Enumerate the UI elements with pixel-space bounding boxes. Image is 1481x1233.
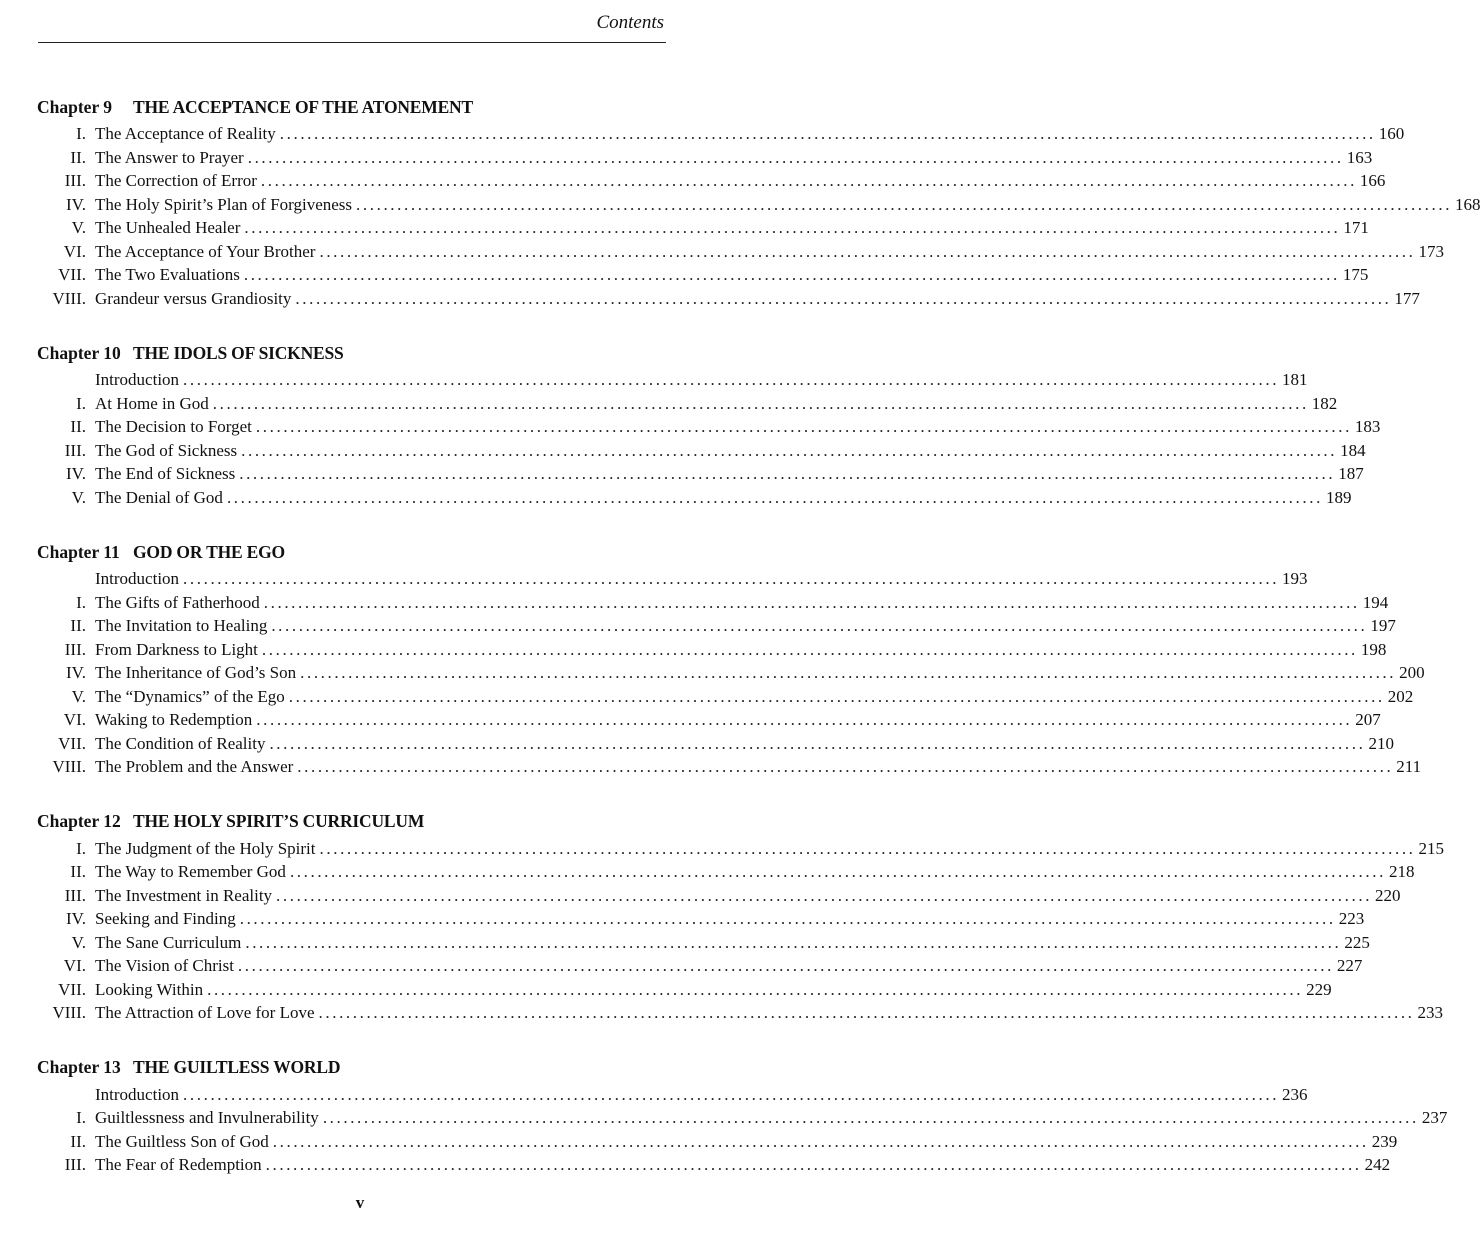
section-numeral: IV. bbox=[66, 194, 86, 214]
entry-body bbox=[95, 638, 1387, 662]
page-number: 211 bbox=[1396, 757, 1422, 776]
section-numeral: VII. bbox=[58, 733, 86, 753]
entry-body bbox=[95, 884, 1401, 908]
toc-entry[interactable] bbox=[0, 732, 1394, 756]
page-number: 237 bbox=[1421, 1108, 1448, 1127]
section-title: The End of Sickness bbox=[95, 464, 236, 483]
toc-entry[interactable] bbox=[0, 287, 1420, 311]
section-numeral: VIII. bbox=[52, 757, 86, 776]
section-title: The Guiltless Son of God bbox=[95, 1131, 269, 1151]
section-title: The Decision to Forget bbox=[95, 417, 252, 436]
page-number: 183 bbox=[1354, 417, 1381, 436]
toc-entry[interactable] bbox=[0, 755, 1422, 779]
dot-leader: ................................................................................................................................................................ bbox=[260, 171, 1357, 190]
entry-body bbox=[95, 146, 1373, 170]
section-numeral: VI. bbox=[63, 710, 86, 729]
section-numeral: II. bbox=[70, 862, 86, 881]
dot-leader: ................................................................................................................................................................ bbox=[212, 393, 1309, 413]
dot-leader: ................................................................................................................................................................ bbox=[239, 464, 1336, 483]
section-numeral: VI. bbox=[63, 956, 86, 975]
dot-leader: ................................................................................................................................................................ bbox=[207, 979, 1304, 999]
section-title: The God of Sickness bbox=[95, 440, 238, 460]
page-number: 160 bbox=[1378, 124, 1405, 143]
dot-leader: ................................................................................................................................................................ bbox=[295, 288, 1392, 308]
page-number: 225 bbox=[1344, 932, 1370, 952]
entry-body bbox=[95, 860, 1415, 884]
section-numeral: II. bbox=[70, 616, 86, 635]
section-title: The Condition of Reality bbox=[95, 733, 266, 753]
chapter-heading bbox=[0, 338, 720, 368]
section-title: The Judgment of the Holy Spirit bbox=[95, 838, 316, 858]
page-number: 197 bbox=[1370, 616, 1396, 635]
dot-leader: ................................................................................................................................................................ bbox=[288, 686, 1385, 706]
entry-body bbox=[95, 193, 1481, 217]
page-number: 218 bbox=[1388, 862, 1415, 881]
entry-body bbox=[95, 1001, 1444, 1025]
toc-entry[interactable] bbox=[0, 146, 1373, 170]
chapter-title: THE ACCEPTANCE OF THE ATONEMENT bbox=[133, 96, 473, 117]
section-title: The Vision of Christ bbox=[95, 956, 234, 975]
toc-entry[interactable] bbox=[0, 708, 1381, 732]
section-title: Introduction bbox=[95, 370, 180, 389]
dot-leader: ................................................................................................................................................................ bbox=[322, 1108, 1419, 1127]
section-numeral: I. bbox=[76, 838, 86, 858]
toc-entry[interactable] bbox=[0, 169, 1386, 193]
entry-body bbox=[95, 1106, 1448, 1130]
section-numeral: III. bbox=[64, 440, 86, 460]
section-title: The Acceptance of Reality bbox=[95, 124, 276, 143]
header-rule bbox=[38, 42, 666, 43]
dot-leader: ................................................................................................................................................................ bbox=[237, 956, 1334, 975]
chapter-title: THE HOLY SPIRIT’S CURRICULUM bbox=[133, 811, 425, 831]
chapter-title: THE IDOLS OF SICKNESS bbox=[133, 342, 344, 363]
page-number: 236 bbox=[1282, 1084, 1308, 1104]
page-number: 189 bbox=[1325, 487, 1352, 507]
dot-leader: ................................................................................................................................................................ bbox=[279, 124, 1376, 143]
section-numeral: VI. bbox=[63, 241, 86, 261]
dot-leader: ................................................................................................................................................................ bbox=[226, 487, 1323, 507]
section-title: The Attraction of Love for Love bbox=[95, 1003, 315, 1022]
dot-leader: ................................................................................................................................................................ bbox=[243, 265, 1340, 284]
entry-body bbox=[95, 931, 1370, 955]
section-title: The Denial of God bbox=[95, 487, 223, 507]
toc-entry[interactable] bbox=[0, 685, 1414, 709]
page-number: 215 bbox=[1418, 838, 1445, 858]
entry-body bbox=[95, 1130, 1398, 1154]
toc-entry[interactable] bbox=[0, 216, 1369, 240]
section-numeral: V. bbox=[71, 487, 86, 507]
dot-leader: ................................................................................................................................................................ bbox=[276, 885, 1373, 905]
entry-body bbox=[95, 755, 1422, 779]
dot-leader: ................................................................................................................................................................ bbox=[271, 616, 1368, 635]
section-numeral: I. bbox=[76, 124, 86, 143]
entry-body bbox=[95, 978, 1332, 1002]
chapter-number: Chapter 10 bbox=[37, 342, 121, 363]
dot-leader: ................................................................................................................................................................ bbox=[289, 862, 1386, 881]
page-number: 168 bbox=[1455, 194, 1481, 214]
page-number: 200 bbox=[1399, 663, 1425, 682]
toc-entry[interactable] bbox=[0, 486, 1352, 510]
section-title: The Two Evaluations bbox=[95, 265, 240, 284]
page-number: 229 bbox=[1306, 979, 1332, 999]
dot-leader: ................................................................................................................................................................ bbox=[183, 370, 1280, 389]
dot-leader: ................................................................................................................................................................ bbox=[261, 639, 1358, 659]
section-numeral: I. bbox=[76, 592, 86, 612]
section-title: The Fear of Redemption bbox=[95, 1155, 262, 1174]
chapter-section bbox=[0, 807, 1445, 1025]
chapter-section bbox=[0, 537, 1425, 779]
entry-body bbox=[95, 837, 1445, 861]
toc-entry[interactable] bbox=[0, 462, 1364, 486]
toc-entry[interactable] bbox=[0, 931, 1370, 955]
entry-body bbox=[95, 954, 1363, 978]
section-title: The Correction of Error bbox=[95, 171, 257, 190]
entry-body bbox=[95, 263, 1369, 287]
dot-leader: ................................................................................................................................................................ bbox=[183, 569, 1280, 588]
section-numeral: IV. bbox=[66, 464, 86, 483]
dot-leader: ................................................................................................................................................................ bbox=[272, 1131, 1369, 1151]
entry-body bbox=[95, 614, 1396, 638]
toc-entry[interactable] bbox=[0, 1001, 1444, 1025]
toc-entry[interactable] bbox=[0, 368, 1308, 392]
page-number: 182 bbox=[1311, 393, 1338, 413]
dot-leader: ................................................................................................................................................................ bbox=[244, 218, 1341, 237]
toc-entry[interactable] bbox=[0, 392, 1338, 416]
entry-body bbox=[95, 567, 1308, 591]
page-number: 198 bbox=[1360, 639, 1387, 659]
toc-entry[interactable] bbox=[0, 978, 1332, 1002]
page-number: 193 bbox=[1282, 569, 1308, 588]
entry-body bbox=[95, 287, 1420, 311]
toc-entry[interactable] bbox=[0, 1153, 1391, 1177]
chapter-title: THE GUILTLESS WORLD bbox=[133, 1057, 341, 1077]
section-numeral: VII. bbox=[58, 979, 86, 999]
entry-body bbox=[95, 439, 1366, 463]
entry-body bbox=[95, 685, 1414, 709]
section-title: The Invitation to Healing bbox=[95, 616, 268, 635]
chapter-title: GOD OR THE EGO bbox=[133, 541, 285, 562]
entry-body bbox=[95, 708, 1381, 732]
entry-body bbox=[95, 591, 1389, 615]
dot-leader: ................................................................................................................................................................ bbox=[245, 932, 1342, 952]
section-title: Grandeur versus Grandiosity bbox=[95, 288, 292, 308]
section-numeral: III. bbox=[64, 639, 86, 659]
page-folio: v bbox=[355, 1193, 365, 1212]
section-numeral: III. bbox=[64, 885, 86, 905]
section-title: The Investment in Reality bbox=[95, 885, 273, 905]
page-number: 166 bbox=[1359, 171, 1386, 190]
running-head: Contents bbox=[596, 12, 664, 33]
entry-body bbox=[95, 732, 1394, 756]
page-number: 163 bbox=[1346, 147, 1373, 167]
toc-entry[interactable] bbox=[0, 439, 1366, 463]
section-numeral: VIII. bbox=[52, 1003, 86, 1022]
toc-entry[interactable] bbox=[0, 263, 1369, 287]
dot-leader: ................................................................................................................................................................ bbox=[319, 838, 1416, 858]
section-title: Guiltlessness and Invulnerability bbox=[95, 1108, 319, 1127]
entry-body bbox=[95, 368, 1308, 392]
section-numeral: II. bbox=[70, 147, 86, 167]
section-numeral: V. bbox=[71, 686, 86, 706]
section-title: Seeking and Finding bbox=[95, 909, 236, 928]
section-numeral: IV. bbox=[66, 909, 86, 928]
dot-leader: ................................................................................................................................................................ bbox=[356, 194, 1453, 214]
entry-body bbox=[95, 907, 1365, 931]
dot-leader: ................................................................................................................................................................ bbox=[255, 417, 1352, 436]
section-title: At Home in God bbox=[95, 393, 209, 413]
chapter-number: Chapter 12 bbox=[37, 811, 121, 831]
page-number: 242 bbox=[1364, 1155, 1391, 1174]
section-numeral: V. bbox=[71, 932, 86, 952]
page-number: 239 bbox=[1371, 1131, 1398, 1151]
toc-entry[interactable] bbox=[0, 591, 1389, 615]
section-title: The Unhealed Healer bbox=[95, 218, 241, 237]
section-title: The Inheritance of God’s Son bbox=[95, 663, 297, 682]
section-numeral: II. bbox=[70, 417, 86, 436]
toc-entry[interactable] bbox=[0, 954, 1363, 978]
dot-leader: ................................................................................................................................................................ bbox=[239, 909, 1336, 928]
toc-entry[interactable] bbox=[0, 1106, 1448, 1130]
page-number: 194 bbox=[1362, 592, 1389, 612]
section-title: The Holy Spirit’s Plan of Forgiveness bbox=[95, 194, 353, 214]
chapter-heading bbox=[0, 92, 720, 122]
chapter-section bbox=[0, 92, 1481, 310]
entry-body bbox=[95, 1083, 1308, 1107]
section-numeral: I. bbox=[76, 1108, 86, 1127]
entry-body bbox=[95, 415, 1381, 439]
dot-leader: ................................................................................................................................................................ bbox=[263, 592, 1360, 612]
toc-entry[interactable] bbox=[0, 614, 1396, 638]
chapter-number: Chapter 11 bbox=[37, 541, 120, 562]
chapter-number: Chapter 9 bbox=[37, 96, 113, 117]
toc-entry[interactable] bbox=[0, 907, 1365, 931]
section-title: Looking Within bbox=[95, 979, 204, 999]
toc-entry[interactable] bbox=[0, 1130, 1398, 1154]
dot-leader: ................................................................................................................................................................ bbox=[241, 440, 1338, 460]
toc-entry[interactable] bbox=[0, 661, 1425, 685]
chapter-section bbox=[0, 1053, 1448, 1177]
section-numeral: III. bbox=[64, 1155, 86, 1174]
toc-entry[interactable] bbox=[0, 240, 1444, 264]
toc-entry[interactable] bbox=[0, 415, 1381, 439]
dot-leader: ................................................................................................................................................................ bbox=[318, 1003, 1415, 1022]
section-title: Introduction bbox=[95, 1084, 180, 1104]
toc-entry[interactable] bbox=[0, 638, 1387, 662]
page-number: 227 bbox=[1336, 956, 1363, 975]
section-numeral: II. bbox=[70, 1131, 86, 1151]
section-title: The “Dynamics” of the Ego bbox=[95, 686, 285, 706]
page-number: 181 bbox=[1282, 370, 1308, 389]
dot-leader: ................................................................................................................................................................ bbox=[256, 710, 1353, 729]
toc-entry[interactable] bbox=[0, 837, 1445, 861]
chapter-heading bbox=[0, 1053, 720, 1083]
toc-entry[interactable] bbox=[0, 193, 1481, 217]
section-numeral: V. bbox=[71, 218, 86, 237]
section-title: The Acceptance of Your Brother bbox=[95, 241, 316, 261]
dot-leader: ................................................................................................................................................................ bbox=[247, 147, 1344, 167]
chapter-heading bbox=[0, 537, 720, 567]
section-title: The Answer to Prayer bbox=[95, 147, 244, 167]
table-of-contents bbox=[0, 92, 1481, 1205]
toc-entry[interactable] bbox=[0, 860, 1415, 884]
section-title: The Way to Remember God bbox=[95, 862, 286, 881]
entry-body bbox=[95, 392, 1338, 416]
section-title: The Gifts of Fatherhood bbox=[95, 592, 260, 612]
page-number: 173 bbox=[1418, 241, 1444, 261]
section-title: Waking to Redemption bbox=[95, 710, 253, 729]
section-title: From Darkness to Light bbox=[95, 639, 258, 659]
page-number: 177 bbox=[1394, 288, 1420, 308]
entry-body bbox=[95, 486, 1352, 510]
section-title: The Problem and the Answer bbox=[95, 757, 294, 776]
entry-body bbox=[95, 169, 1386, 193]
section-numeral: I. bbox=[76, 393, 86, 413]
page-number: 187 bbox=[1338, 464, 1364, 483]
page-number: 223 bbox=[1338, 909, 1365, 928]
section-numeral: III. bbox=[64, 171, 86, 190]
toc-entry[interactable] bbox=[0, 122, 1405, 146]
chapter-number: Chapter 13 bbox=[37, 1057, 121, 1077]
dot-leader: ................................................................................................................................................................ bbox=[300, 663, 1397, 682]
toc-entry[interactable] bbox=[0, 1083, 1308, 1107]
page-number: 202 bbox=[1387, 686, 1414, 706]
chapter-section bbox=[0, 338, 1381, 509]
dot-leader: ................................................................................................................................................................ bbox=[319, 241, 1416, 261]
entry-body bbox=[95, 240, 1444, 264]
page-number: 233 bbox=[1417, 1003, 1444, 1022]
dot-leader: ................................................................................................................................................................ bbox=[183, 1084, 1280, 1104]
dot-leader: ................................................................................................................................................................ bbox=[269, 733, 1366, 753]
toc-entry[interactable] bbox=[0, 567, 1308, 591]
entry-body bbox=[95, 216, 1369, 240]
dot-leader: ................................................................................................................................................................ bbox=[297, 757, 1394, 776]
page-number: 175 bbox=[1342, 265, 1369, 284]
page-number: 210 bbox=[1368, 733, 1394, 753]
toc-entry[interactable] bbox=[0, 884, 1401, 908]
dot-leader: ................................................................................................................................................................ bbox=[265, 1155, 1362, 1174]
section-title: Introduction bbox=[95, 569, 180, 588]
section-numeral: VII. bbox=[58, 265, 86, 284]
entry-body bbox=[95, 122, 1405, 146]
section-title: The Sane Curriculum bbox=[95, 932, 242, 952]
page-number: 184 bbox=[1340, 440, 1366, 460]
entry-body bbox=[95, 661, 1425, 685]
entry-body bbox=[95, 1153, 1391, 1177]
page-number: 207 bbox=[1355, 710, 1381, 729]
section-numeral: VIII. bbox=[52, 288, 86, 308]
page-number: 171 bbox=[1343, 218, 1369, 237]
chapter-heading bbox=[0, 807, 720, 837]
page-number: 220 bbox=[1375, 885, 1401, 905]
entry-body bbox=[95, 462, 1364, 486]
section-numeral: IV. bbox=[66, 663, 86, 682]
